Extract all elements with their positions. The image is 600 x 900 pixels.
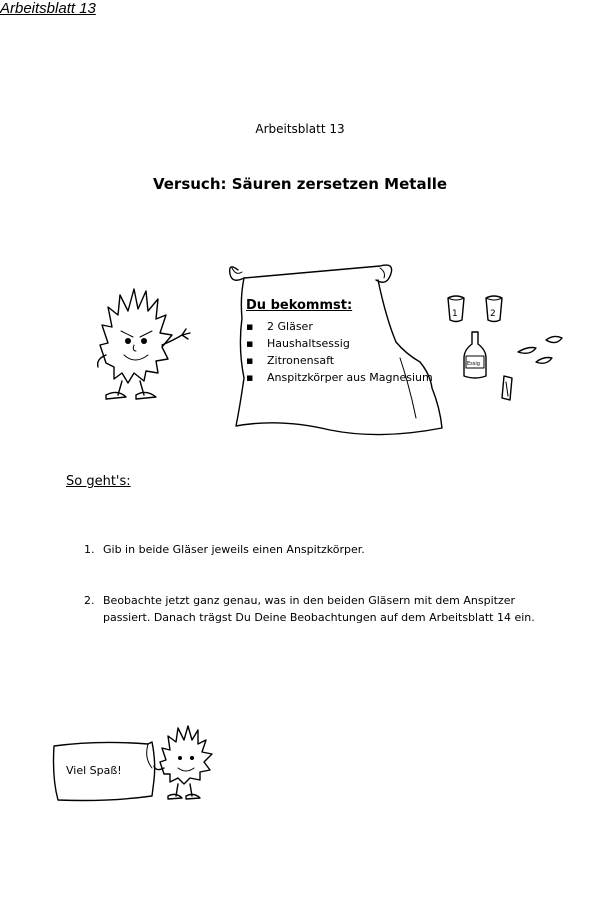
list-item: ▪ Anspitzkörper aus Magnesium xyxy=(246,369,433,386)
step-number: 2. xyxy=(84,594,95,607)
glass-icon xyxy=(486,296,502,322)
small-mascot-illustration xyxy=(152,722,220,804)
list-item: ▪ 2 Gläser xyxy=(246,318,433,335)
materials-heading: Du bekommst: xyxy=(246,298,353,313)
step-item xyxy=(84,592,544,626)
materials-list xyxy=(246,318,433,386)
step-text: Gib in beide Gläser jeweils einen Anspitzkörper. xyxy=(103,543,365,556)
instructions-heading: So geht's: xyxy=(66,474,131,489)
svg-text:Essig: Essig xyxy=(467,361,480,367)
sheet-label: Arbeitsblatt 13 xyxy=(255,122,345,136)
banner-text: Viel Spaß! xyxy=(66,764,122,777)
list-item: ▪ Haushaltsessig xyxy=(246,335,433,352)
lab-materials-illustration xyxy=(440,292,570,412)
step-text: Beobachte jetzt ganz genau, was in den beiden Gläsern mit dem Anspitzer passiert. Danach trägst Du Deine Beobachtungen auf dem Arbeitsblatt 14 ein. xyxy=(103,594,535,624)
instruction-steps xyxy=(84,541,544,626)
spiky-mascot-illustration xyxy=(88,285,198,410)
page-title: Versuch: Säuren zersetzen Metalle xyxy=(152,175,448,193)
sharpener-icon xyxy=(502,376,512,400)
svg-text:1: 1 xyxy=(452,309,458,319)
list-item: ▪ Zitronensaft xyxy=(246,352,433,369)
svg-text:2: 2 xyxy=(490,309,496,319)
glass-icon xyxy=(448,296,464,322)
worksheet-tab-label: Arbeitsblatt 13 xyxy=(0,0,96,17)
step-number: 1. xyxy=(84,543,95,556)
vinegar-bottle-icon xyxy=(464,332,486,378)
step-item xyxy=(84,541,544,558)
leaf-shavings-icon xyxy=(518,336,562,363)
